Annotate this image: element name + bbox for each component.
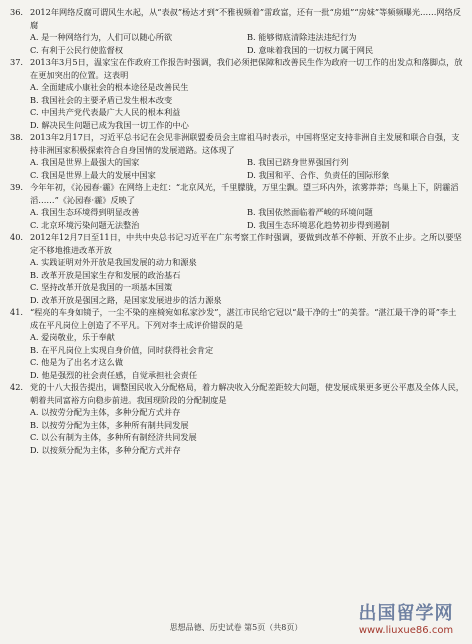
question-stem — [10, 306, 464, 331]
watermark-url: www.liuxue86.com — [358, 625, 454, 636]
question-text: 2013年3月5日，温家宝在作政府工作报告时强调，我们必须把保障和改善民生作为政府一切工作的出发点和落脚点，放在更加突出的位置。这表明 — [30, 57, 463, 80]
option-c: C. 我国是世界上最大的发展中国家 — [30, 169, 156, 180]
question-stem — [10, 131, 464, 156]
question-37 — [10, 56, 464, 131]
question-text: 2013年2月17日，习近平总书记在会见非洲联盟委员会主席祖马时表示，中国将坚定支持非洲自主发展和联合自强，支持非洲国家积极探索符合自身国情的发展道路。这体现了 — [30, 132, 460, 155]
options — [10, 156, 464, 181]
option-d: D. 改革开放是强国之路，是国家发展进步的活力源泉 — [30, 294, 222, 305]
options — [10, 406, 464, 456]
option-a: A. 实践证明对外开放是我国发展的动力和源泉 — [30, 257, 197, 267]
option-a: A. 我国生态环境得到明显改善 — [30, 207, 140, 217]
question-41 — [10, 306, 464, 381]
options — [10, 31, 464, 56]
options — [10, 331, 464, 381]
option-d: D. 以按须分配为主体，多种分配方式并存 — [30, 444, 181, 455]
question-36 — [10, 6, 464, 56]
question-number: 36. — [10, 7, 24, 17]
option-a: A. 我国是世界上最强大的国家 — [30, 157, 140, 167]
question-stem — [10, 381, 464, 406]
option-d: D. 我国生态环境恶化趋势初步得到遏制 — [247, 219, 390, 230]
options — [10, 81, 464, 131]
option-a: A. 全面建成小康社会的根本途径是改善民生 — [30, 82, 189, 92]
option-b: B. 以按劳分配为主体，多种所有制共同发展 — [30, 419, 189, 430]
question-stem — [10, 231, 464, 256]
option-b: B. 我国已跻身世界强国行列 — [247, 157, 349, 167]
option-c: C. 有利于公民行使监督权 — [30, 44, 124, 55]
options — [10, 206, 464, 231]
option-c: C. 坚持改革开放是我国的一项基本国策 — [30, 282, 173, 292]
question-40 — [10, 231, 464, 306]
question-text: 2012年12月7日至11日，中共中央总书记习近平在广东考察工作时强调，要做到改革不停顿、开放不止步。之所以要坚定不移地推进改革开放 — [30, 232, 462, 255]
question-stem — [10, 181, 464, 206]
option-d: D. 意味着我国的一切权力属于网民 — [247, 44, 374, 55]
question-number: 39. — [10, 182, 24, 192]
option-a: A. 爱岗敬业，乐于奉献 — [30, 332, 115, 342]
question-number: 37. — [10, 57, 24, 67]
option-c: C. 北京环境污染问题无法整治 — [30, 219, 140, 230]
option-d: D. 他是强烈的社会责任感，自觉承担社会责任 — [30, 369, 198, 380]
option-c: C. 他是为了出名才这么做 — [30, 357, 124, 367]
option-b: B. 能够彻底清除违法违纪行为 — [247, 32, 357, 42]
question-39 — [10, 181, 464, 231]
question-text: “程亮的车身如镜子，一尘不染的座椅宛如私家沙发”，湛江市民给它冠以“最干净的士”的美誉。“湛江最干净的哥”李土成在平凡岗位上创造了不平凡。下列对李土成评价错误的是 — [30, 307, 457, 330]
option-b: B. 我国依然面临着严峻的环境问题 — [247, 207, 373, 217]
option-b: B. 在平凡岗位上实现自身价值，同时获得社会肯定 — [30, 344, 214, 355]
watermark-logo — [346, 604, 466, 637]
option-d: D. 我国和平、合作、负责任的国际形象 — [247, 169, 390, 180]
question-stem — [10, 6, 464, 31]
options — [10, 256, 464, 306]
question-text: 2012年网络反腐可谓风生水起，从“表叔”杨达才到“不雅视频着”雷政富，还有一批“房姐”“房妹”等频频曝光……网络反腐 — [30, 7, 461, 30]
option-b: B. 我国社会的主要矛盾已发生根本改变 — [30, 94, 173, 105]
question-text: 党的十八大报告提出，调整国民收入分配格局，着力解决收入分配差距较大问题，使发展成果更多更公平惠及全体人民，朝着共同富裕方向稳步前进。我国现阶段的分配制度是 — [30, 382, 464, 405]
option-c: C. 中国共产党代表最广大人民的根本利益 — [30, 107, 181, 117]
question-42 — [10, 381, 464, 456]
question-stem — [10, 56, 464, 81]
option-a: A. 是一种网络行为，人们可以随心所欲 — [30, 32, 173, 42]
question-38 — [10, 131, 464, 181]
question-number: 42. — [10, 382, 24, 392]
option-b: B. 改革开放是国家生存和发展的政治基石 — [30, 269, 181, 280]
question-number: 41. — [10, 307, 24, 317]
option-d: D. 解决民生问题已成为我国一切工作的中心 — [30, 119, 189, 130]
watermark-main: 出国留学网 — [358, 603, 454, 624]
question-text: 今年年初，《沁园春·霾》在网络上走红：“北京风光，千里朦胧，万里尘飘。望三环内外，浓雾莽莽；鸟巢上下，阴霾滔滔……”《沁园春·霾》反映了 — [30, 182, 459, 205]
option-a: A. 以按劳分配为主体，多种分配方式并存 — [30, 407, 181, 417]
option-c: C. 以公有制为主体，多种所有制经济共同发展 — [30, 432, 197, 442]
question-number: 38. — [10, 132, 24, 142]
question-number: 40. — [10, 232, 24, 242]
page-footer: 思想品德、历史试卷 第5页（共8页） — [169, 623, 303, 632]
